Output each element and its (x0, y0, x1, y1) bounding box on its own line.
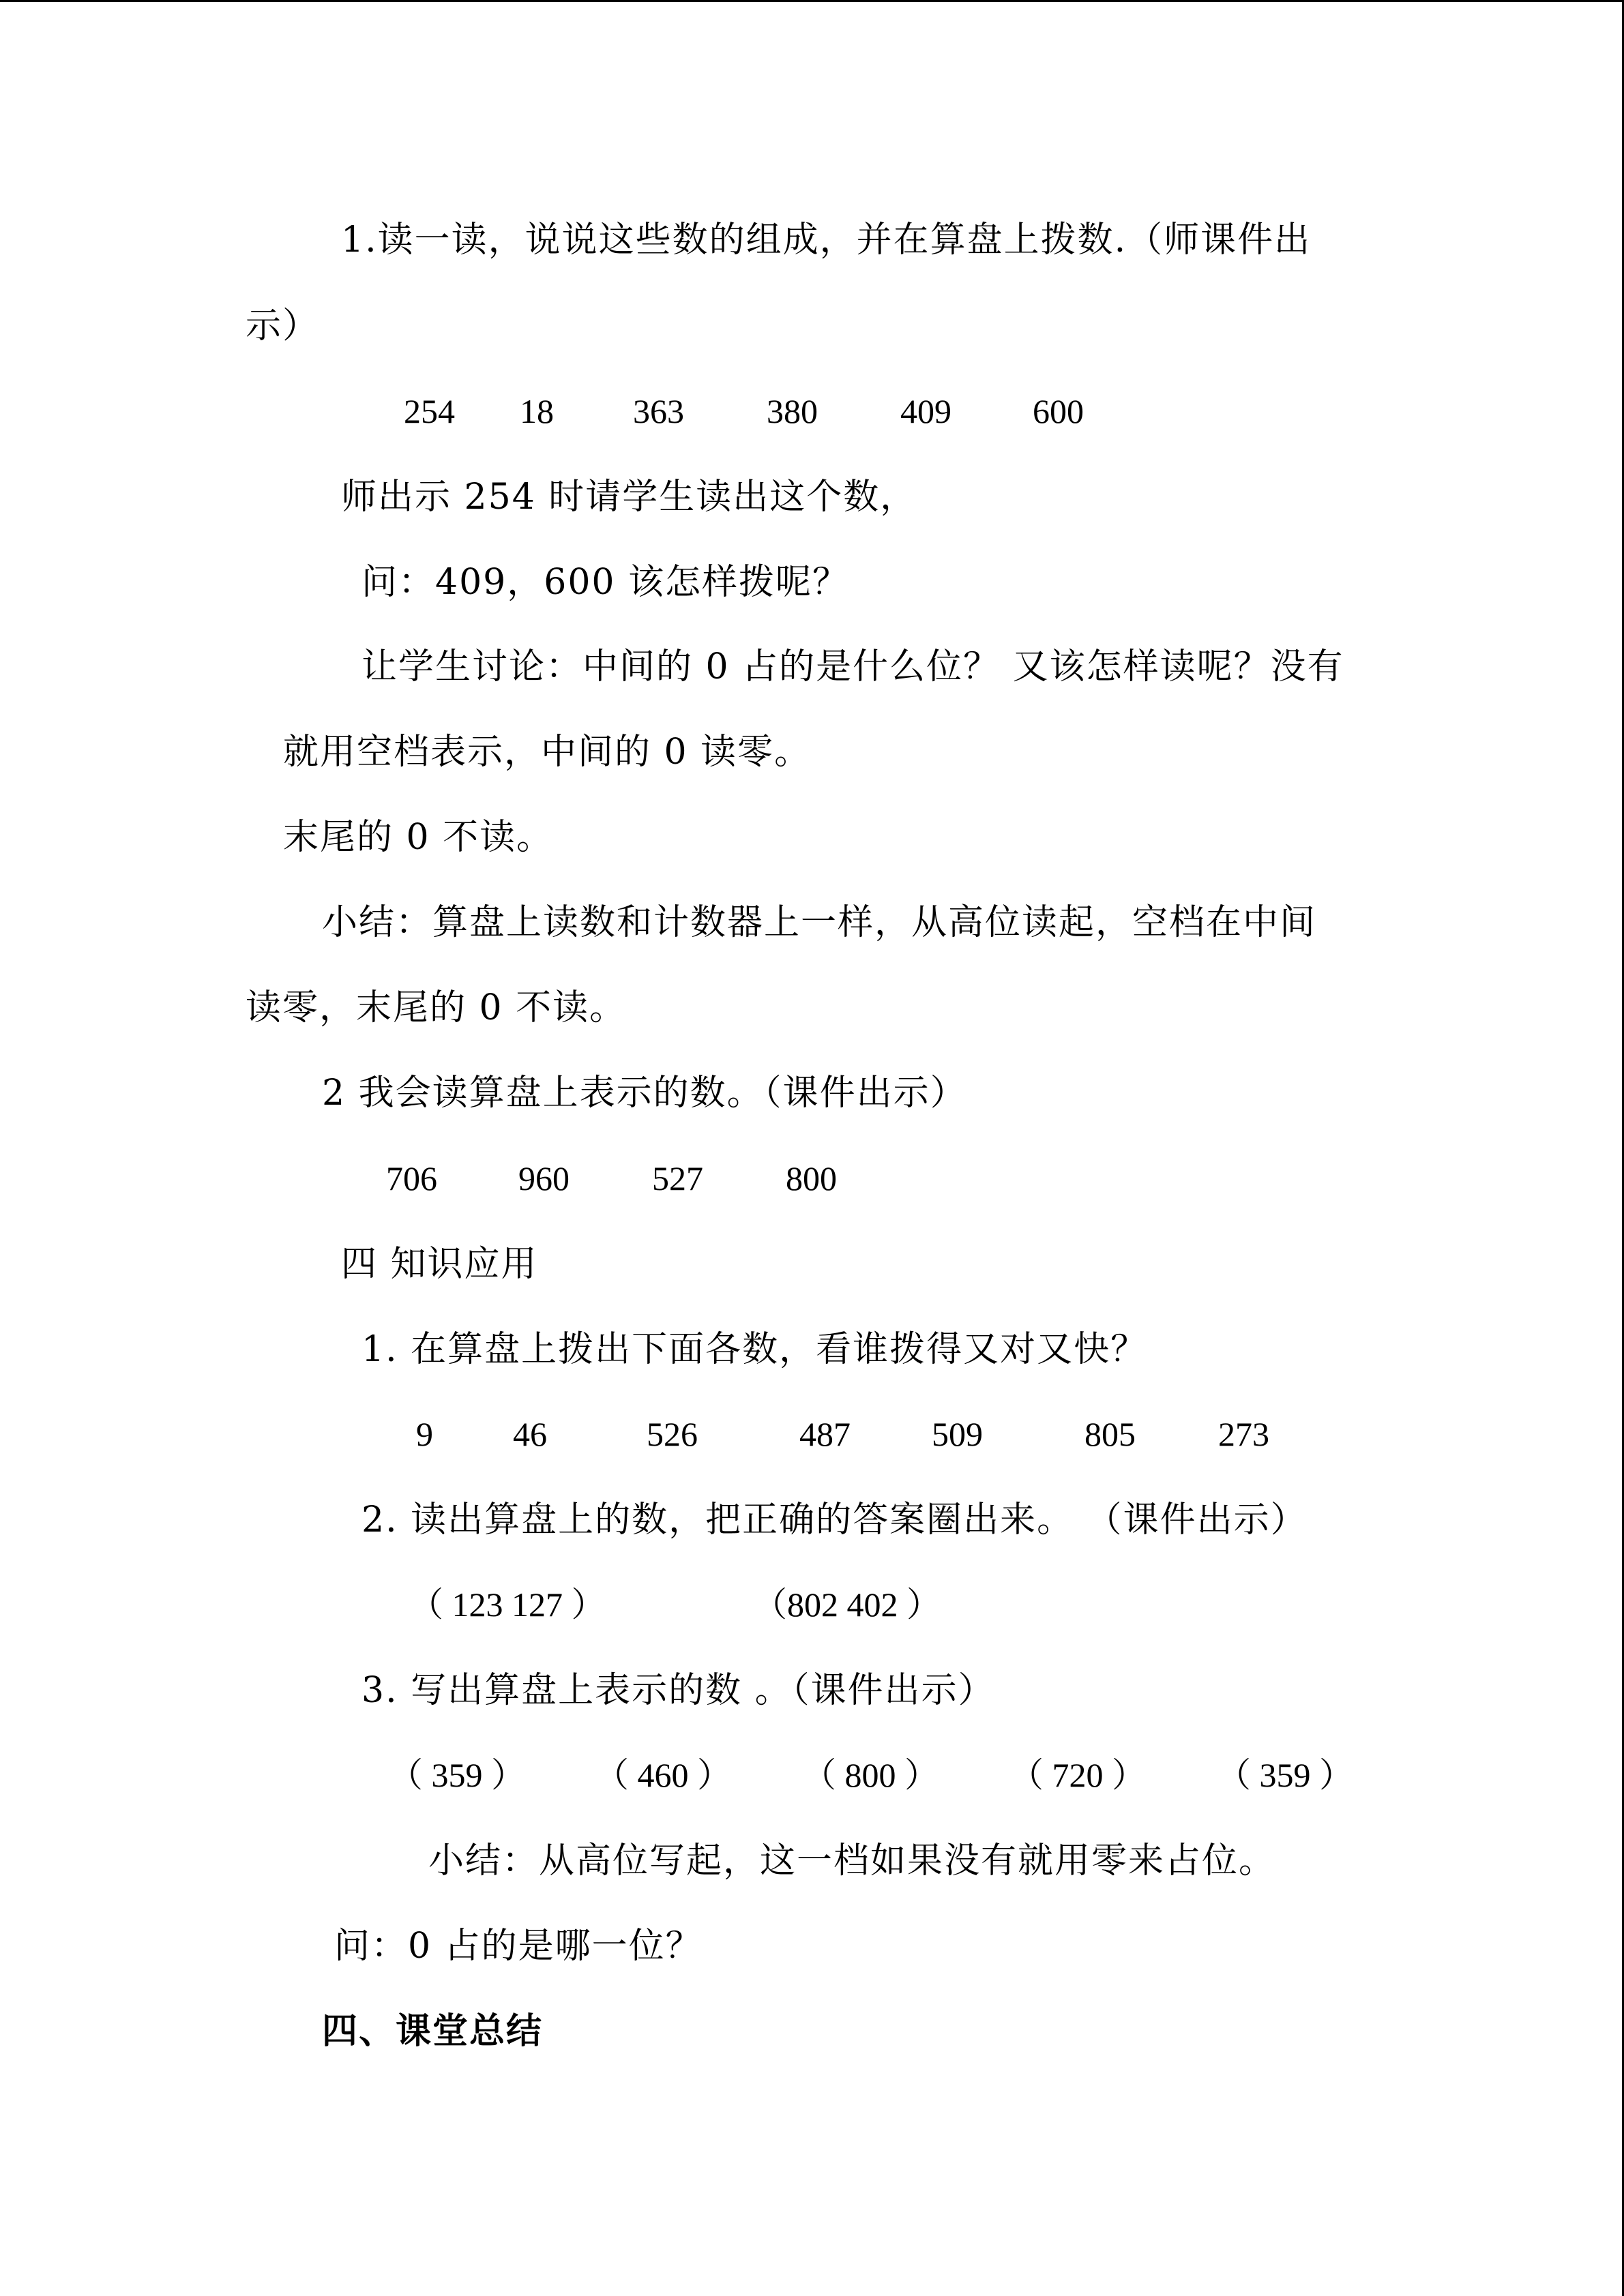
summary-2: 小结：从高位写起，这一档如果没有就用零来占位。 (428, 1840, 1276, 1881)
number-487: 487 (799, 1415, 851, 1453)
number-960: 960 (518, 1159, 570, 1197)
summary-1-line-1: 小结：算盘上读数和计数器上一样，从高位读起，空档在中间 (322, 902, 1317, 943)
number-254: 254 (404, 392, 455, 430)
choice-group-1: （ 123 127 ） (409, 1585, 606, 1624)
summary-1-line-2: 读零，末尾的 0 不读。 (246, 987, 627, 1028)
exercise-app-3: 3. 写出算盘上表示的数 。（课件出示） (361, 1670, 995, 1711)
choice-group-2: （802 402 ） (753, 1585, 941, 1624)
answer-720: （ 720 ） (1009, 1756, 1146, 1794)
number-526: 526 (647, 1415, 698, 1453)
number-800: 800 (786, 1159, 837, 1197)
number-18: 18 (520, 392, 554, 430)
exercise-2-heading: 2 我会读算盘上表示的数。（课件出示） (322, 1073, 967, 1114)
number-363: 363 (633, 392, 684, 430)
question-zero-place: 问：0 占的是哪一位？ (334, 1926, 703, 1967)
discussion-line-2: 就用空档表示，中间的 0 读零。 (283, 732, 812, 773)
discussion-line-1: 让学生讨论：中间的 0 占的是什么位？ 又该怎样读呢？没有 (361, 646, 1344, 687)
answer-800: （ 800 ） (802, 1756, 939, 1794)
number-409: 409 (900, 392, 951, 430)
number-509: 509 (932, 1415, 983, 1453)
number-600: 600 (1033, 392, 1084, 430)
section-class-summary: 四、课堂总结 (322, 2010, 544, 2052)
answer-359-a: （ 359 ） (389, 1756, 525, 1794)
number-706: 706 (386, 1159, 437, 1197)
answer-359-b: （ 359 ） (1217, 1756, 1353, 1794)
number-273: 273 (1218, 1415, 1269, 1453)
number-527: 527 (652, 1159, 703, 1197)
section-knowledge-application: 四 知识应用 (341, 1244, 538, 1285)
exercise-app-1: 1. 在算盘上拨出下面各数，看谁拨得又对又快？ (361, 1329, 1148, 1370)
answer-460: （ 460 ） (595, 1756, 731, 1794)
number-380: 380 (767, 392, 818, 430)
number-805: 805 (1084, 1415, 1136, 1453)
page-border-top (0, 0, 1624, 2)
trailing-zero-note: 末尾的 0 不读。 (283, 817, 554, 858)
number-46: 46 (513, 1415, 547, 1453)
exercise-app-2: 2. 读出算盘上的数，把正确的答案圈出来。 （课件出示） (361, 1500, 1308, 1540)
paragraph-1-line-2: 示） (246, 305, 320, 346)
teacher-shows-254: 师出示 254 时请学生读出这个数， (341, 477, 917, 518)
question-409-600: 问：409，600 该怎样拨呢？ (361, 562, 850, 603)
paragraph-1-line-1: 1.读一读，说说这些数的组成，并在算盘上拨数.（师课件出 (341, 220, 1312, 260)
number-9: 9 (416, 1415, 433, 1453)
